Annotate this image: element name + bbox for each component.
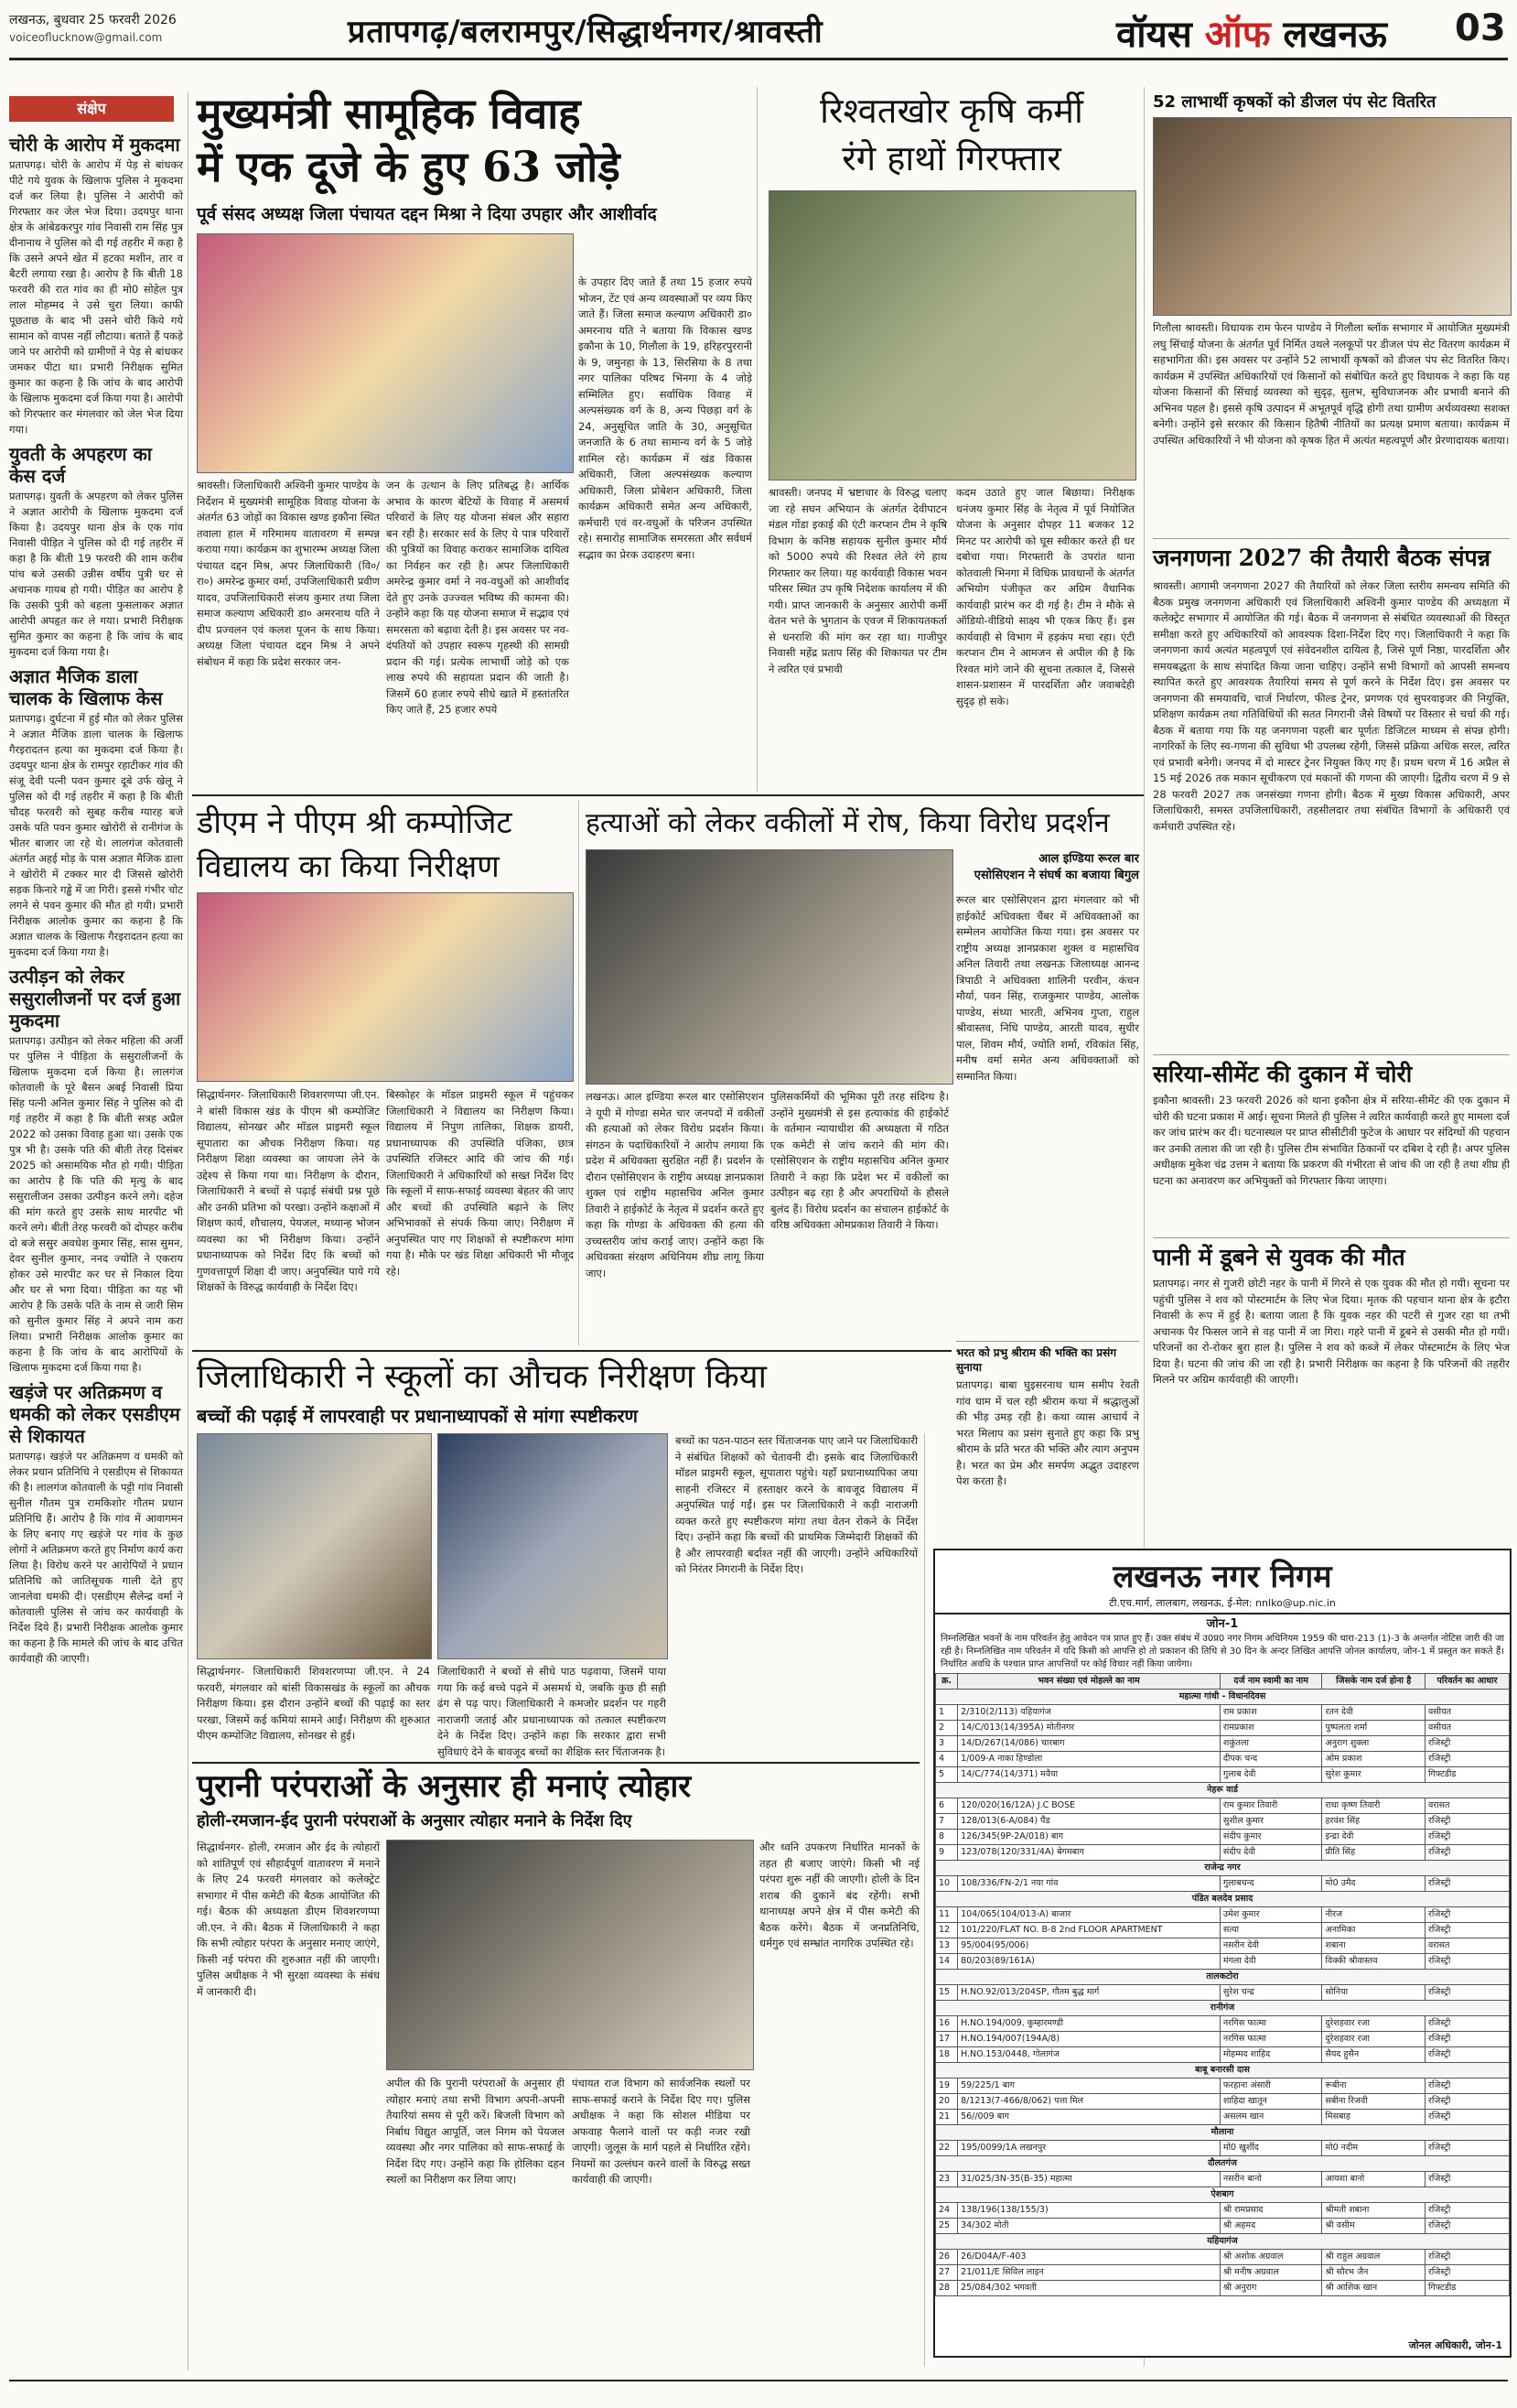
table-cell: 8	[936, 1830, 958, 1845]
notice-group-name: पंडित बलदेव प्रसाद	[936, 1892, 1510, 1907]
table-cell: 16	[936, 2016, 958, 2032]
table-cell: मोहम्मद शाहिद	[1220, 2047, 1322, 2063]
story2-body-col1: श्रावस्ती। जनपद में भ्रष्टाचार के विरुद्ध चलाए जा रहे सघन अभियान के अंतर्गत देवीपाटन मंडल गोंडा इकाई की एंटी करप्शन टीम ने कृषि विभाग के कनिष्ठ सहायक सुनील कुमार मौर्य को 5000 रुपये की रिश्वत लेते रंगे हाथ गिरफ्तार कर लिया। यह कार्यवाही विकास भवन परिसर स्थित उप कृषि निदेशक कार्यालय में की गयी। प्राप्त जानकारी के अनुसार आरोपी कर्मी वेतन भत्ते के भुगतान के एवज में शिकायतकर्ता से धनराशि की मांग कर रहा था। गाजीपुर निवासी महेंद्र प्रताप सिंह की शिकायत पर टीम ने त्वरित एवं प्रभावी	[769, 486, 947, 675]
table-cell: रजिस्ट्री	[1425, 1736, 1509, 1752]
table-cell: रजिस्ट्री	[1425, 2250, 1509, 2265]
table-cell: मो0 उमैद	[1322, 1876, 1426, 1892]
table-cell: 23	[936, 2172, 958, 2187]
table-row	[936, 1845, 1510, 1861]
notice-group-name: यहियागंज	[936, 2234, 1510, 2250]
table-row	[936, 1985, 1510, 2001]
table-cell: 24	[936, 2203, 958, 2219]
story3-headline: 52 लाभार्थी कृषकों को डीजल पंप सेट वितरित	[1153, 92, 1436, 112]
table-cell: सत्या	[1220, 1923, 1322, 1938]
table-cell: श्री सौरभ जैन	[1322, 2265, 1426, 2281]
table-cell: दुरेशहवार रजा	[1322, 2016, 1426, 2032]
story8-byline-line1: आल इण्डिया रूरल बार	[1038, 852, 1139, 866]
notice-group-name: बाबू बनारसी दास	[936, 2063, 1510, 2079]
table-cell: H.NO.92/013/204SP, गौतम बुद्ध मार्ग	[958, 1985, 1221, 2001]
notice-group-name: रानीगंज	[936, 2001, 1510, 2016]
story10-body-col1: सिद्धार्थनगर- जिलाधिकारी शिवशरणप्पा जी.एन. ने 24 फरवरी, मंगलवार को बांसी विकासखंड के स्कूलों का औचक निरीक्षण किया। इस दौरान उन्होंने बच्चों की पढ़ाई का स्तर परखा, जिसमें कई कमियां सामने आईं। निरीक्षण की शुरुआत पीएम कम्पोजिट विद्यालय, सोनखर से हुई।	[197, 1665, 430, 1742]
notice-group-row	[936, 2156, 1510, 2172]
story10-headline: जिलाधिकारी ने स्कूलों का औचक निरीक्षण किया	[197, 1358, 767, 1396]
table-cell: दुरेशहवार रजा	[1322, 2032, 1426, 2047]
col-header: जिसके नाम दर्ज होना है	[1322, 1674, 1426, 1690]
table-cell: श्री रामप्रसाद	[1220, 2203, 1322, 2219]
table-cell: श्री अहमद	[1220, 2219, 1322, 2234]
story7-body-col2: बिस्कोहर के मॉडल प्राइमरी स्कूल में पहुंचकर जिलाधिकारी ने विद्यालय का निरीक्षण किया। विद्यालय में निपुण तालिका, शिक्षक डायरी, प्रधानाध्यापक की उपस्थिति पंजिका, छात्र उपस्थिति रजिस्टर आदि की जांच की गई। जिलाधिकारी ने अधिकारियों को सख्त निर्देश दिए कि स्कूलों में साफ-सफाई व्यवस्था बेहतर की जाए और बच्चों की उपस्थिति बढ़ाने के लिए अभिभावकों से संपर्क किया जाए। निरीक्षण में अनुपस्थित पाए गए शिक्षकों से स्पष्टीकरण मांगा गया है। मौके पर खंड शिक्षा अधिकारी भी मौजूद रहे।	[386, 1088, 574, 1278]
table-cell: 80/203(89/161A)	[958, 1954, 1221, 1970]
table-cell: 25	[936, 2219, 958, 2234]
story3-body: गिलौला श्रावस्ती। विधायक राम फेरन पाण्डेय ने गिलौला ब्लॉक सभागार में आयोजित मुख्यमंत्री लघु सिंचाई योजना के अंतर्गत पूर्व निर्मित उथले नलकूपों पर डीजल पंप सेट वितरण कार्यक्रम में सहभागिता की। इस अवसर पर उन्होंने 52 लाभार्थी कृषकों को डीजल पंप सेट वितरित किए। कार्यक्रम में उपस्थित अधिकारियों एवं किसानों को संबोधित करते हुए विधायक ने कहा कि यह योजना किसानों की सिंचाई व्यवस्था को सुदृढ़, सुलभ, सुविधाजनक और प्रभावी बनाने की अभिनव पहल है। इससे कृषि उत्पादन में अभूतपूर्व वृद्धि होगी तथा ग्रामीण अर्थव्यवस्था सशक्त बनेगी। उन्होंने इसे सरकार की किसान हितैषी नीतियों का प्रत्यक्ष प्रमाण बताया। कार्यक्रम में उपस्थित अधिकारियों ने भी योजना को कृषक हित में अत्यंत महत्वपूर्ण और प्रेरणादायक बताया।	[1153, 321, 1510, 447]
briefs-column	[9, 128, 183, 1672]
story8-body-col2: पुलिसकर्मियों की भूमिका पूरी तरह संदिग्ध है। उन्होंने मुख्यमंत्री से इस हत्याकांड की हाईकोर्ट के वर्तमान न्यायाधीश की अध्यक्षता में गठित एक कमेटी से जांच कराने की मांग की। एसोसिएशन के राष्ट्रीय महासचिव अनिल कुमार तिवारी ने कहा कि प्रदेश भर में वकीलों का उत्पीड़न बढ़ रहा है और अपराधियों के हौसले बुलंद हैं। विरोध प्रदर्शन का संचालन हाईकोर्ट के वरिष्ठ अधिवक्ता ओमप्रकाश तिवारी ने किया।	[770, 1090, 949, 1231]
story9-body: प्रतापगढ़। बाबा घुइसरनाथ धाम समीप रेवती गांव धाम में चल रही श्रीराम कथा में श्रद्धालुओं की भीड़ उमड़ रही है। कथा व्यास आचार्य ने भरत मिलाप का प्रसंग सुनाते हुए कहा कि प्रभु श्रीराम के प्रति भरत की भक्ति और त्याग अनुपम है। भरत का प्रेम और समर्पण अद्भुत उदाहरण पेश करता है।	[956, 1378, 1139, 1487]
story1-photo-wedding	[197, 233, 574, 473]
story10-body-col2: जिलाधिकारी ने बच्चों से सीधे पाठ पढ़वाया, जिसमें पाया गया कि कई बच्चे पढ़ने में असमर्थ थे, जबकि कुछ ही सही ढंग से पढ़ पाए। जिलाधिकारी ने कमजोर प्रदर्शन पर गहरी नाराजगी जताई और प्रधानाध्यापक को तत्काल स्पष्टीकरण देने के निर्देश दिए। उन्होंने कहा कि सरकार द्वारा सभी सुविधाएं देने के बावजूद बच्चों का शैक्षिक स्तर चिंताजनक है।	[437, 1665, 666, 1758]
story11-body-col1: सिद्धार्थनगर- होली, रमजान और ईद के त्योहारों को शांतिपूर्ण एवं सौहार्दपूर्ण वातावरण में मनाने के लिए 24 फरवरी मंगलवार को कलेक्ट्रेट सभागार में पीस कमेटी की बैठक आयोजित की गई। बैठक की अध्यक्षता डीएम शिवशरणप्पा जी.एन. ने की। बैठक में जिलाधिकारी ने कहा कि सभी त्योहार परंपरा के अनुसार मनाए जाएंगे, किसी नई परंपरा की शुरुआत नहीं की जाएगी। पुलिस अधीक्षक ने भी सुरक्षा व्यवस्था के संबंध में जानकारी दी।	[197, 1841, 380, 1998]
table-cell: 26	[936, 2250, 958, 2265]
table-cell: 104/065(104/013-A) बाजार	[958, 1907, 1221, 1923]
page-number: 03	[1455, 7, 1506, 49]
table-cell: वरासत	[1425, 1798, 1509, 1814]
brief-headline: चोरी के आरोप में मुकदमा	[9, 134, 180, 156]
table-cell: मो0 नदीम	[1322, 2141, 1426, 2156]
table-cell: अनुराग शुक्ला	[1322, 1736, 1426, 1752]
table-cell: H.NO.153/0448, गोलागंज	[958, 2047, 1221, 2063]
table-cell: 128/013(6-A/084) पैंड	[958, 1814, 1221, 1830]
table-cell: गिफ्टडीड	[1425, 2281, 1509, 2296]
table-cell: 18	[936, 2047, 958, 2063]
column-rule	[578, 801, 579, 1345]
table-row	[936, 2250, 1510, 2265]
table-cell: मंगला देवी	[1220, 1954, 1322, 1970]
table-cell: 26/D04A/F-403	[958, 2250, 1221, 2265]
table-cell: 27	[936, 2265, 958, 2281]
story4-body: श्रावस्ती। आगामी जनगणना 2027 की तैयारियों को लेकर जिला स्तरीय समन्वय समिति की बैठक प्रमुख जनगणना अधिकारी एवं जिलाधिकारी अश्विनी कुमार पाण्डेय की अध्यक्षता में कलेक्ट्रेट सभागार में आयोजित की गई। बैठक में जनगणना से संबंधित व्यवस्थाओं की विस्तृत समीक्षा करते हुए अधिकारियों को आवश्यक दिशा-निर्देश दिए गए। जिलाधिकारी ने कहा कि जनगणना कार्य अत्यंत महत्वपूर्ण एवं संवेदनशील दायित्व है, जिसे पूर्ण निष्ठा, पारदर्शिता और समयबद्धता के साथ संपादित किया जाना चाहिए। उन्होंने सभी विभागों को आपसी समन्वय स्थापित करते हुए आवश्यक तैयारियां समय से पूर्ण करने के निर्देश दिए। इस अवसर पर जनगणना की समयावधि, चार्ज निर्धारण, फील्ड ट्रेनर, प्रगणक एवं सुपरवाइजर की नियुक्ति, प्रशिक्षण कार्यक्रम तथा गतिविधियों की सतत निगरानी जैसे विषयों पर विस्तार से चर्चा की गई। बैठक में बताया गया कि यह जनगणना पहली बार पूर्णतः डिजिटल माध्यम से संपन्न होगी। नागरिकों के लिए स्व-गणना की सुविधा भी उपलब्ध रहेगी, जिससे प्रक्रिया अधिक सरल, त्वरित एवं प्रभावी बनेगी। जनपद में दो मास्टर ट्रेनर नियुक्त किए गए हैं। प्रथम चरण में 16 अप्रैल से 15 मई 2026 तक मकान सूचीकरण एवं मकानों की गणना की जाएगी। द्वितीय चरण में 9 से 28 फरवरी 2027 तक जनसंख्या गणना होगी। बैठक में मुख्य विकास अधिकारी, अपर जिलाधिकारी, समस्त उपजिलाधिकारी, तहसीलदार तथा संबंधित विभागों के अधिकारी एवं कर्मचारी उपस्थित रहे।	[1153, 579, 1510, 833]
story2-headline-line1: रिश्वतखोर कृषि कर्मी	[820, 91, 1083, 131]
story6-body: प्रतापगढ़। नगर से गुजरी छोटी नहर के पानी में गिरने से एक युवक की मौत हो गयी। सूचना पर पहुंची पुलिस ने शव को पोस्टमार्टम के लिए भेज दिया। मृतक की पहचान थाना क्षेत्र के इटौरा निवासी के रूप में हुई है। बताया जाता है कि युवक नहर की पटरी से गुजर रहा था तभी अचानक पैर फिसल जाने से वह पानी में जा गिरा। गहरे पानी में डूबने से उसकी मौत हो गयी। परिजनों का रो-रोकर बुरा हाल है। पुलिस ने शव को कब्जे में लेकर पोस्टमार्टम के लिए भेज दिया है। घटना की जांच की जा रही है। प्रभारी निरीक्षक का कहना है कि परिजनों की तहरीर मिलने पर अग्रिम कार्यवाही की जाएगी।	[1153, 1277, 1510, 1386]
table-cell: 95/004(95/006)	[958, 1938, 1221, 1954]
table-cell: 195/0099/1A लखनपुर	[958, 2141, 1221, 2156]
table-cell: नरगिस फात्मा	[1220, 2032, 1322, 2047]
table-row	[936, 2219, 1510, 2234]
table-cell: 14/C/013(14/395A) मोतीनगर	[958, 1721, 1221, 1736]
story8-byline	[956, 851, 1139, 884]
table-cell: अनामिका	[1322, 1923, 1426, 1938]
story6-headline: पानी में डूबने से युवक की मौत	[1153, 1244, 1405, 1270]
column-rule	[757, 87, 758, 792]
table-row	[936, 1752, 1510, 1767]
table-cell: आयशा बानो	[1322, 2172, 1426, 2187]
table-cell: रजिस्ट्री	[1425, 2079, 1509, 2094]
table-cell: गुलाबचन्द	[1220, 1876, 1322, 1892]
story5-body: इकौना श्रावस्ती। 23 फरवरी 2026 को थाना इकौना क्षेत्र में सरिया-सीमेंट की एक दुकान में चोरी की घटना प्रकाश में आई। सूचना मिलते ही पुलिस ने त्वरित कार्यवाही करते हुए मामला दर्ज कर जांच प्रारंभ कर दी। घटनास्थल पर प्राप्त सीसीटीवी फुटेज के आधार पर संदिग्धों की पहचान कर उनकी तलाश की जा रही है। पुलिस टीम संभावित ठिकानों पर दबिश दे रही है। अपर पुलिस अधीक्षक मुकेश चंद्र उत्तम ने बताया कि प्रकरण की गंभीरता से जांच की जा रही है तथा शीघ्र ही घटना का अनावरण कर अभियुक्तों को गिरफ्तार किया जाएगा।	[1153, 1094, 1510, 1187]
table-cell: 5	[936, 1767, 958, 1783]
table-cell: शबाना	[1322, 1938, 1426, 1954]
table-cell: 20	[936, 2094, 958, 2110]
story7-headline-line2: विद्यालय का किया निरीक्षण	[197, 848, 500, 885]
story2-body-col2: कदम उठाते हुए जाल बिछाया। निरीक्षक धनंजय कुमार सिंह के नेतृत्व में पूर्व नियोजित योजना के अनुसार दोपहर 11 बजकर 12 मिनट पर आरोपी को घूस स्वीकार करते ही धर दबोचा गया। गिरफ्तारी के उपरांत थाना कोतवाली भिनगा में विधिक प्रावधानों के अंतर्गत अभियोग पंजीकृत कर अग्रिम वैधानिक कार्यवाही प्रारंभ कर दी गई है। टीम ने मौके से ऑडियो-वीडियो साक्ष्य भी एकत्र किए हैं। इस कार्यवाही से विभाग में हड़कंप मचा रहा। एंटी करप्शन टीम ने आमजन से अपील की है कि रिश्वत मांगे जाने की सूचना तत्काल दें, जिससे शासन-प्रशासन में पारदर्शिता और जवाबदेही सुदृढ़ हो सके।	[956, 486, 1135, 707]
table-cell: सुरेश चन्द्र	[1220, 1985, 1322, 2001]
notice-group-row	[936, 2125, 1510, 2141]
table-row	[936, 1876, 1510, 1892]
table-cell: 22	[936, 2141, 958, 2156]
table-cell: नरगिस फात्मा	[1220, 2016, 1322, 2032]
table-cell: रजिस्ट्री	[1425, 1752, 1509, 1767]
section-rule	[1153, 538, 1510, 539]
table-row	[936, 1767, 1510, 1783]
brief-text: प्रतापगढ़। चोरी के आरोप में पेड़ से बांधकर पीटे गये युवक के खिलाफ पुलिस ने मुकदमा दर्ज कर लिया है। पुलिस ने आरोपी को गिरफ्तार कर जेल भेज दिया। उदयपुर थाना क्षेत्र के आंबेडकरपुर गांव निवासी राम सिंह पुत्र दीनानाथ ने पुलिस को दी गई तहरीर में कहा है कि उसने अपने खेत में हटका मशीन, तार व बैटरी लगाया रखा है। आरोप है कि बीती 18 फरवरी की रात गांव का ही मो0 सोहेल पुत्र लाल मोहम्मद ने उसे चुरा लिया। काफी पूछताछ के बाद भी उसने चोरी किये गये सामान को वापस नहीं लौटाया। बताते हैं पकड़े जाने पर आरोपी को ग्रामीणों ने पेड़ से बांधकर जमकर पीटा था। प्रभारी निरीक्षक सुमित कुमार का कहना है कि जांच के बाद आरोपी के खिलाफ मुकदमा दर्ज किया गया है। आरोपी को गिरफ्तार कर मंगलवार को जेल भेज दिया गया।	[9, 158, 183, 436]
table-cell: 34/302 मोती	[958, 2219, 1221, 2234]
table-row	[936, 2141, 1510, 2156]
table-cell: 12	[936, 1923, 958, 1938]
brief-text: प्रतापगढ़। युवती के अपहरण को लेकर पुलिस ने अज्ञात आरोपी के खिलाफ मुकदमा दर्ज किया है। उदयपुर थाना क्षेत्र के एक गांव निवासी पीड़ित ने पुलिस को दी गई तहरीर में कहा है कि बीती 19 फरवरी की शाम करीब पांच बजे उसकी उन्नीस वर्षीय पुत्री घर से अचानक गायब हो गयी। पीड़ित का आरोप है कि उसकी पुत्री को बहला फुसलाकर अज्ञात आरोपी अपहृत कर ले गया। प्रभारी निरीक्षक सुमित कुमार का कहना है कि जांच के बाद मुकदमा दर्ज किया गया है।	[9, 490, 183, 658]
table-cell: गुलाब देवी	[1220, 1767, 1322, 1783]
col-header: परिवर्तन का आधार	[1425, 1674, 1509, 1690]
story7-headline-line1: डीएम ने पीएम श्री कम्पोजिट	[197, 804, 512, 841]
story11-body-col3: पंचायत राज विभाग को सार्वजनिक स्थलों पर साफ-सफाई कराने के निर्देश दिए गए। पुलिस अधीक्षक ने कहा कि सोशल मीडिया पर अफवाह फैलाने वालों पर कड़ी नजर रखी जाएगी। जुलूस के मार्ग पहले से निर्धारित रहेंगे। नियमों का उल्लंघन करने वालों के विरुद्ध सख्त कार्यवाही की जाएगी।	[572, 2077, 750, 2186]
notice-signature: जोनल अधिकारी, जोन-1	[1408, 2339, 1502, 2351]
table-row	[936, 1954, 1510, 1970]
story1-headline	[197, 87, 746, 193]
table-cell: 19	[936, 2079, 958, 2094]
col-header: भवन संख्या एवं मोहल्ले का नाम	[958, 1674, 1221, 1690]
brand-part-b: ऑफ	[1204, 13, 1271, 56]
table-cell: रजिस्ट्री	[1425, 2203, 1509, 2219]
table-cell: गिफ्टडीड	[1425, 1767, 1509, 1783]
story3-photo-pumps	[1153, 117, 1512, 316]
table-row	[936, 2032, 1510, 2047]
table-cell: रजिस्ट्री	[1425, 2016, 1509, 2032]
table-cell: श्री वसीम	[1322, 2219, 1426, 2234]
edition-sections: प्रतापगढ़/बलरामपुर/सिद्धार्थनगर/श्रावस्ती	[348, 14, 823, 50]
story1-headline-line2: में एक दूजे के हुए 63 जोड़े	[197, 142, 620, 191]
table-cell: रजिस्ट्री	[1425, 2094, 1509, 2110]
table-cell: 2/310(2/113) यहियागंज	[958, 1705, 1221, 1721]
table-cell: सोनिया	[1322, 1985, 1426, 2001]
story11-headline: पुरानी परंपराओं के अनुसार ही मनाएं त्योहार	[197, 1768, 692, 1805]
table-cell: विक्की श्रीवास्तव	[1322, 1954, 1426, 1970]
table-cell: रजिस्ट्री	[1425, 1814, 1509, 1830]
notice-table	[935, 1673, 1510, 2296]
section-rule	[192, 1762, 920, 1764]
story7-body-col1: सिद्धार्थनगर- जिलाधिकारी शिवशरणप्पा जी.एन. ने बांसी विकास खंड के पीएम श्री कम्पोजिट विद्यालय, सोनखर और मॉडल प्राइमरी स्कूल सूपातारा का औचक निरीक्षण किया। यह निरीक्षण शिक्षा व्यवस्था का जायजा लेने के उद्देश्य से किया गया था। निरीक्षण के दौरान, जिलाधिकारी ने बच्चों से पढ़ाई संबंधी प्रश्न पूछे और उनकी प्रतिभा को परखा। उन्होंने कक्षाओं में शिक्षण कार्य, शौचालय, पेयजल, मध्यान्ह भोजन व्यवस्था का भी निरीक्षण किया। उन्होंने प्रधानाध्यापक को निर्देश दिए कि बच्चों को गुणवत्तापूर्ण शिक्षा दी जाए। अनुपस्थित पाये गये शिक्षकों के विरुद्ध कार्यवाही के निर्देश दिए।	[197, 1088, 380, 1293]
section-rule	[192, 1350, 952, 1352]
table-cell: रजिस्ट्री	[1425, 1830, 1509, 1845]
table-cell: वसीयत	[1425, 1721, 1509, 1736]
table-cell: संदीप कुमार	[1220, 1830, 1322, 1845]
col-header: क्र.	[936, 1674, 958, 1690]
notice-group-name: तालकटोरा	[936, 1970, 1510, 1985]
table-cell: नीरज	[1322, 1907, 1426, 1923]
table-cell: राम कुमार तिवारी	[1220, 1798, 1322, 1814]
table-cell: रजिस्ट्री	[1425, 2219, 1509, 2234]
section-rule	[1153, 1237, 1510, 1238]
notice-group-row	[936, 1690, 1510, 1705]
table-cell: मो0 खुर्शीद	[1220, 2141, 1322, 2156]
table-cell: श्री राहुल अग्रवाल	[1322, 2250, 1426, 2265]
table-cell: 14/D/267(14/086) चारबाग	[958, 1736, 1221, 1752]
table-row	[936, 2203, 1510, 2219]
table-row	[936, 2079, 1510, 2094]
table-cell: उमेश कुमार	[1220, 1907, 1322, 1923]
table-cell: 4	[936, 1752, 958, 1767]
story10-subhead: बच्चों की पढ़ाई में लापरवाही पर प्रधानाध्यापकों से मांगा स्पष्टीकरण	[197, 1405, 638, 1427]
table-row	[936, 1721, 1510, 1736]
notice-zone: जोन-1	[1206, 1617, 1239, 1631]
masthead-email: voiceoflucknow@gmail.com	[9, 31, 163, 44]
table-cell: नसरीन बानो	[1220, 2172, 1322, 2187]
table-cell: रजिस्ट्री	[1425, 2047, 1509, 2063]
brand-logo	[1116, 7, 1387, 58]
table-cell: मिसबाह	[1322, 2110, 1426, 2125]
table-cell: राम प्रकाश	[1220, 1705, 1322, 1721]
table-row	[936, 1923, 1510, 1938]
story11-body-col2: अपील की कि पुरानी परंपराओं के अनुसार ही त्योहार मनाएं तथा सभी विभाग अपनी-अपनी तैयारियां समय से पूरी करें। बिजली विभाग को निर्बाध विद्युत आपूर्ति, जल निगम को पेयजल व्यवस्था और नगर पालिका को साफ-सफाई के निर्देश दिए गए। उन्होंने कहा कि होलिका दहन स्थलों का निरीक्षण कर लिया जाए।	[386, 2077, 565, 2186]
table-cell: 59/225/1 बाग	[958, 2079, 1221, 2094]
table-row	[936, 1814, 1510, 1830]
table-cell: फरहाना अंसारी	[1220, 2079, 1322, 2094]
table-cell: शाहिदा खातून	[1220, 2094, 1322, 2110]
table-cell: श्रीमती शबाना	[1322, 2203, 1426, 2219]
story1-body-col2: जन के उत्थान के लिए प्रतिबद्ध है। आर्थिक अभाव के कारण बेटियों के विवाह में असमर्थ परिवारों के लिए यह योजना संबल और सहारा बन रही है। सरकार सर्व के लिए ये पात्र परिवारों की पुत्रियों का विवाह कराकर सामाजिक दायित्व का निर्वहन कर रही है। अपर जिलाधिकारी अमरेन्द्र कुमार वर्मा ने नव-वधुओं को आशीर्वाद देते हुए उनके उज्ज्वल भविष्य की कामना की। उन्होंने कहा कि यह योजना समाज में सद्भाव एवं समरसता को बढ़ावा देती है। इस अवसर पर नव-दंपतियों को उपहार स्वरूप गृहस्थी की सामग्री प्रदान की गई। प्रत्येक लाभार्थी जोड़े को एक लाख रुपये की सहायता प्रदान की जाती है। जिसमें 60 हजार रुपये सीधे खाते में हस्तांतरित किए जाते हैं, 25 हजार रुपये	[386, 479, 569, 716]
table-row	[936, 1736, 1510, 1752]
table-cell: पुष्पलता शर्मा	[1322, 1721, 1426, 1736]
table-cell: श्री आशिक खान	[1322, 2281, 1426, 2296]
table-cell: प्रीति सिंह	[1322, 1845, 1426, 1861]
notice-group-row	[936, 2001, 1510, 2016]
table-cell: राधा कृष्ण तिवारी	[1322, 1798, 1426, 1814]
story10-photo-school	[437, 1433, 668, 1659]
table-cell: रजिस्ट्री	[1425, 1954, 1509, 1970]
col-header: दर्ज नाम स्वामी का नाम	[1220, 1674, 1322, 1690]
story8-body-col1: लखनऊ। आल इण्डिया रूरल बार एसोसिएशन ने यूपी में गोण्डा समेत चार जनपदों में वकीलों की हत्याओं को लेकर विरोध प्रदर्शन किया। संगठन के पदाधिकारियों ने आरोप लगाया कि प्रदेश में अधिवक्ता सुरक्षित नहीं हैं। प्रदर्शन के दौरान एसोसिएशन के राष्ट्रीय अध्यक्ष ज्ञानप्रकाश शुक्ल एवं राष्ट्रीय महासचिव अनिल कुमार तिवारी ने हाईकोर्ट के नेतृत्व में प्रदर्शन करते हुए कहा कि गोण्डा के अधिवक्ता की हत्या की उच्चस्तरीय जांच कराई जाए। उन्होंने कहा कि अधिवक्ता संरक्षण अधिनियम शीघ्र लागू किया जाए।	[586, 1090, 764, 1280]
table-cell: रजिस्ट्री	[1425, 1923, 1509, 1938]
table-cell: 56//009 बाग	[958, 2110, 1221, 2125]
notice-group-row	[936, 2063, 1510, 2079]
table-cell: ओम प्रकाश	[1322, 1752, 1426, 1767]
table-cell: 25/084/302 भगवती	[958, 2281, 1221, 2296]
story7-headline	[197, 801, 572, 889]
table-cell: श्री अशोक अग्रवाल	[1220, 2250, 1322, 2265]
table-cell: 6	[936, 1798, 958, 1814]
table-cell: रूबीना	[1322, 2079, 1426, 2094]
table-cell: 138/196(138/155/3)	[958, 2203, 1221, 2219]
table-cell: 14/C/774(14/371) मवैया	[958, 1767, 1221, 1783]
table-cell: रजिस्ट्री	[1425, 1876, 1509, 1892]
brief-text: प्रतापगढ़। खड़ंजे पर अतिक्रमण व धमकी को लेकर प्रधान प्रतिनिधि ने एसडीएम से शिकायत की है। लालगंज कोतवाली के पट्टी गांव निवासी सुनील गौतम पुत्र रामकिशोर गौतम प्रधान प्रतिनिधि हैं। आरोप है कि गांव में आवागमन के लिए बनाए गए खड़ंजे पर गांव के कुछ लोगों ने अतिक्रमण करते हुए निर्माण कार्य करा लिया है। विरोध करने पर आरोपियों ने प्रधान प्रतिनिधि को जातिसूचक गाली देते हुए जानलेवा धमकी दी। एसडीएम सैलेन्द्र वर्मा ने कोतवाली पुलिस से जांच कर कार्यवाही के निर्देश दिये हैं। प्रभारी निरीक्षक आलोक कुमार का कहना है कि मामले की जांच के बाद उचित कार्यवाही की जाएगी।	[9, 1450, 183, 1665]
table-cell: दीपक चन्द	[1220, 1752, 1322, 1767]
story11-photo-meeting	[386, 1840, 754, 2070]
story11-subhead: होली-रमजान-ईद पुरानी परंपराओं के अनुसार त्योहार मनाने के निर्देश दिए	[197, 1811, 632, 1830]
table-cell: 15	[936, 1985, 958, 2001]
municipal-notice	[933, 1549, 1512, 2358]
table-cell: नसरीन देवी	[1220, 1938, 1322, 1954]
table-cell: 8/1213(7-466/8/062) पत्ता मिल	[958, 2094, 1221, 2110]
story1-subhead: पूर्व संसद अध्यक्ष जिला पंचायत दद्दन मिश्रा ने दिया उपहार और आशीर्वाद	[197, 204, 657, 224]
notice-intro: निम्नलिखित भवनों के नाम परिवर्तन हेतु आवेदन पत्र प्राप्त हुए हैं। उक्त संबंध में उ0प्र0 नगर निगम अधिनियम 1959 की धारा-213 (1)-3 के अन्तर्गत नोटिस जारी की जा रही है। निम्नलिखित नाम परिवर्तन में यदि किसी को आपत्ति हो तो प्रकाशन की तिथि से 30 दिन के अन्दर लिखित आपत्ति जोनल कार्यालय, जोन-1 में प्रस्तुत कर सकते हैं। निर्धारित अवधि के पश्चात प्राप्त आपत्तियों पर कोई विचार नहीं किया जायेगा।	[941, 1634, 1504, 1669]
table-cell: रजिस्ट्री	[1425, 1907, 1509, 1923]
notice-group-row	[936, 1970, 1510, 1985]
table-cell: वसीयत	[1425, 1705, 1509, 1721]
table-cell: वरासत	[1425, 1938, 1509, 1954]
brief-headline: उत्पीड़न को लेकर ससुरालीजनों पर दर्ज हुआ मुकदमा	[9, 966, 181, 1031]
briefs-tab: संक्षेप	[9, 96, 174, 122]
notice-group-name: मौलाना	[936, 2125, 1510, 2141]
table-cell: 126/345(9P-2A/018) बाग	[958, 1830, 1221, 1845]
brand-part-a: वॉयस	[1116, 13, 1192, 56]
brief-text: प्रतापगढ़। उत्पीड़न को लेकर महिला की अर्जी पर पुलिस ने पीड़िता के ससुरालीजनों के खिलाफ मुकदमा दर्ज किया है। लालगंज कोतवाली के पूरे बैसन अबई निवासी प्रिया सिंह पत्नी अनिल कुमार सिंह ने पुलिस को दी गई तहरीर में कहा है कि बीती सत्रह अप्रैल 2022 को उसका विवाह हुआ था। उसके एक पुत्र भी है। उसके पति की बीती तेरह दिसंबर 2025 को असामयिक मौत हो गयी। पीड़िता का आरोप है कि पति की मृत्यु के बाद ससुरालीजन उसका उत्पीड़न करने लगे। दहेज की मांग करते हुए उसके साथ मारपीट भी करने लगे। बीती तेरह फरवरी को दोपहर करीब दो बजे ससुर अवधेश कुमार सिंह, सास सुमन, देवर सुनील कुमार, ननद ज्योति ने एकराय होकर उसे मारपीट कर घर से निकाल दिया और घर से भगा दिया। पीड़िता का यह भी आरोप है कि उसके पति के नाम से जारी सिम को सुनील कुमार सिंह ने अपने नाम करा लिया। प्रभारी निरीक्षक आलोक कुमार का कहना है कि जांच के बाद आरोपियों के खिलाफ मुकदमा दर्ज किया गया है।	[9, 1034, 183, 1374]
table-cell: रजिस्ट्री	[1425, 2141, 1509, 2156]
table-row	[936, 1830, 1510, 1845]
table-cell: 3	[936, 1736, 958, 1752]
story2-headline	[769, 87, 1135, 182]
table-cell: 123/078(120/331/4A) बेगमबाग	[958, 1845, 1221, 1861]
story11-body-col4: और ध्वनि उपकरण निर्धारित मानकों के तहत ही बजाए जाएंगे। किसी भी नई परंपरा शुरू नहीं की जाएगी। होली के दिन शराब की दुकानें बंद रहेंगी। सभी थानाध्यक्ष अपने क्षेत्र में पीस कमेटी की बैठक करेंगे। बैठक में जनप्रतिनिधि, धर्मगुरु एवं सम्भ्रांत नागरिक उपस्थित रहे।	[759, 1841, 920, 1949]
table-cell: 9	[936, 1845, 958, 1861]
table-cell: 17	[936, 2032, 958, 2047]
story1-headline-line1: मुख्यमंत्री सामूहिक विवाह	[197, 89, 581, 138]
table-cell: 108/336/FN-2/1 नया गांव	[958, 1876, 1221, 1892]
notice-group-row	[936, 2187, 1510, 2203]
table-cell: सबीना रिजवी	[1322, 2094, 1426, 2110]
section-rule	[192, 794, 1144, 796]
story1-body-col3: के उपहार दिए जाते हैं तथा 15 हजार रुपये भोजन, टेंट एवं अन्य व्यवस्थाओं पर व्यय किए जाते हैं। जिला समाज कल्याण अधिकारी डा० अमरनाथ यति ने बताया कि विकास खण्ड इकौना के 10, गिलौला के 19, हरिहरपुररानी के 9, जमुनहा के 13, सिरसिया के 8 तथा नगर पालिका परिषद भिनगा के 4 जोड़े सम्मिलित हुए। सर्वाधिक विवाह में अल्पसंख्यक वर्ग के 8, अन्य पिछड़ा वर्ग के 24, अनुसूचित जाति के 30, अनुसूचित जनजाति के 6 तथा सामान्य वर्ग के 5 जोड़े शामिल रहे। कार्यक्रम में खंड विकास अधिकारी, जिला अल्पसंख्यक कल्याण अधिकारी, जिला प्रोबेशन अधिकारी, जिला कार्यक्रम अधिकारी समेत अन्य अधिकारी, कर्मचारी एवं वर-वधुओं के परिजन उपस्थित रहे। समारोह सामाजिक समरसता और सर्वधर्म सद्भाव का प्रेरक उदाहरण बना।	[578, 275, 752, 561]
table-row	[936, 2047, 1510, 2063]
notice-address: टी.एच.मार्ग, लालबाग, लखनऊ, ई-मेल: nnlko@up.nic.in	[935, 1596, 1510, 1614]
table-row	[936, 2110, 1510, 2125]
table-row	[936, 2094, 1510, 2110]
story8-photo-protest	[586, 849, 953, 1085]
table-cell: रतन देवी	[1322, 1705, 1426, 1721]
story2-headline-line2: रंगे हाथों गिरफ्तार	[842, 138, 1061, 178]
notice-title: लखनऊ नगर निगम	[1113, 1559, 1332, 1595]
brief-headline: अज्ञात मैजिक डाला चालक के खिलाफ केस	[9, 665, 163, 709]
table-cell: रजिस्ट्री	[1425, 2032, 1509, 2047]
story10-body-col3: बच्चों का पठन-पाठन स्तर चिंताजनक पाए जाने पर जिलाधिकारी ने संबंधित शिक्षकों को चेतावनी दी। इसके बाद जिलाधिकारी मॉडल प्राइमरी स्कूल, सूपातारा पहुंचे। यहाँ प्रधानाध्यापिका जया साहनी रजिस्टर में हस्ताक्षर करने के बावजूद विद्यालय में अनुपस्थित पाई गईं। इस पर जिलाधिकारी ने कड़ी नाराजगी व्यक्त करते हुए स्पष्टीकरण मांगा तथा वेतन रोकने के निर्देश दिए। उन्होंने कहा कि बच्चों की प्राथमिक जिम्मेदारी शिक्षकों की है और लापरवाही बर्दाश्त नहीं की जाएगी। उन्होंने अधिकारियों को निरंतर निगरानी के निर्देश दिए।	[675, 1434, 918, 1575]
column-rule	[924, 1433, 925, 2367]
notice-group-name: राजेन्द्र नगर	[936, 1861, 1510, 1876]
table-cell: श्री मनीष अग्रवाल	[1220, 2265, 1322, 2281]
table-row	[936, 1938, 1510, 1954]
notice-group-name: दौलतगंज	[936, 2156, 1510, 2172]
table-cell: हरवंश सिंह	[1322, 1814, 1426, 1830]
notice-group-name: नेहरू वार्ड	[936, 1783, 1510, 1798]
table-cell: 13	[936, 1938, 958, 1954]
story9-byline: भरत को प्रभु श्रीराम की भक्ति का प्रसंग सुनाया	[956, 1346, 1116, 1374]
table-cell: रजिस्ट्री	[1425, 2265, 1509, 2281]
table-cell: सैयद हुसैन	[1322, 2047, 1426, 2063]
table-cell: संदीप देवी	[1220, 1845, 1322, 1861]
story4-headline: जनगणना 2027 की तैयारी बैठक संपन्न	[1153, 545, 1490, 571]
table-cell: 28	[936, 2281, 958, 2296]
notice-group-row	[936, 1783, 1510, 1798]
table-row	[936, 1907, 1510, 1923]
table-cell: 14	[936, 1954, 958, 1970]
story8-headline: हत्याओं को लेकर वकीलों में रोष, किया विरोध प्रदर्शन	[586, 807, 1110, 839]
brief-text: प्रतापगढ़। दुर्घटना में हुई मौत को लेकर पुलिस ने अज्ञात मैजिक डाला चालक के खिलाफ गैरइरादतन हत्या का मुकदमा दर्ज किया है। उदयपुर थाना क्षेत्र के रामपुर रहाटीकर गांव की संजू देवी पत्नी पवन कुमार दूबे उर्फ खेलू ने पुलिस को दी गई तहरीर में कहा है कि बीती चौदह फरवरी को सुबह करीब ग्यारह बजे उसके पति पवन कुमार खोरोरी से रानीगंज के भीतर बाजार जा रहे थे। लालगंज कोतवाली अंतर्गत अहई मोड़ के पास अज्ञात मैजिक डाला ने खोरोरी में टक्कर मार दी जिससे खोरोरी सड़क किनारे गड्ढे में जा गिरी। इससे गंभीर चोट लगने से पवन कुमार की मौत हो गयी। प्रभारी निरीक्षक आलोक कुमार का कहना है कि अज्ञात चालक के खिलाफ गैरइरादतन हत्या का मुकदमा दर्ज किया गया है।	[9, 712, 183, 958]
table-cell: शकुंतला	[1220, 1736, 1322, 1752]
table-cell: रजिस्ट्री	[1425, 2110, 1509, 2125]
table-cell: 21	[936, 2110, 958, 2125]
story5-headline: सरिया-सीमेंट की दुकान में चोरी	[1153, 1061, 1413, 1087]
brief-headline: खड़ंजे पर अतिक्रमण व धमकी को लेकर एसडीएम से शिकायत	[9, 1381, 180, 1447]
brand-part-c: लखनऊ	[1283, 13, 1387, 56]
table-cell: H.NO.194/007(194A/8)	[958, 2032, 1221, 2047]
table-cell: 11	[936, 1907, 958, 1923]
table-cell: 21/011/E सिविल लाइन	[958, 2265, 1221, 2281]
table-row	[936, 2172, 1510, 2187]
footer-rule	[9, 2380, 1508, 2381]
table-cell: 120/020(16/12A) J.C BOSE	[958, 1798, 1221, 1814]
story8-byline-line2: एसोसिएशन ने संघर्ष का बजाया बिगुल	[974, 869, 1139, 882]
table-row	[936, 2281, 1510, 2296]
notice-group-row	[936, 1892, 1510, 1907]
notice-group-row	[936, 2234, 1510, 2250]
story10-photo-dm	[197, 1433, 432, 1659]
section-rule	[956, 1341, 1139, 1342]
table-cell: सुरेश कुमार	[1322, 1767, 1426, 1783]
table-cell: असलम खान	[1220, 2110, 1322, 2125]
notice-group-name: ऐशबाग	[936, 2187, 1510, 2203]
story8-body-col3: रूरल बार एसोसिएशन द्वारा मंगलवार को भी हाईकोर्ट अधिवक्ता चैंबर में अधिवक्ताओं का सम्मेलन आयोजित किया गया। इस अवसर पर राष्ट्रीय अध्यक्ष ज्ञानप्रकाश शुक्ल व महासचिव अनिल तिवारी तथा लखनऊ जिलाध्यक्ष आनन्द त्रिपाठी ने अधिवक्ता शालिनी परवीन, कंचन मौर्या, पवन सिंह, राजकुमार पाण्डेय, आलोक पाण्डेय, संध्या भारती, अभिनव गुप्ता, राहुल श्रीवास्तव, निधि पाण्डेय, आरती यादव, सुधीर पाल, शिवम मौर्य, ज्योति शर्मा, रविकांत सिंह, मनीष वर्मा समेत अन्य अधिवक्ताओं को सम्मानित किया।	[956, 893, 1139, 1083]
table-cell: 2	[936, 1721, 958, 1736]
story2-photo-arrest	[769, 190, 1136, 481]
table-cell: 7	[936, 1814, 958, 1830]
notice-group-name: महात्मा गांधी - विधानदिवस	[936, 1690, 1510, 1705]
notice-table-header	[936, 1674, 1510, 1690]
table-cell: रजिस्ट्री	[1425, 1985, 1509, 2001]
table-cell: 1/009-A नाका हिण्डोला	[958, 1752, 1221, 1767]
table-row	[936, 1798, 1510, 1814]
table-cell: H.NO.194/009, कुम्हारमण्डी	[958, 2016, 1221, 2032]
table-cell: 1	[936, 1705, 958, 1721]
table-cell: सुशील कुमार	[1220, 1814, 1322, 1830]
table-row	[936, 1705, 1510, 1721]
dateline: लखनऊ, बुधवार 25 फरवरी 2026	[9, 13, 177, 27]
table-cell: 101/220/FLAT NO. B-8 2nd FLOOR APARTMENT	[958, 1923, 1221, 1938]
table-cell: रजिस्ट्री	[1425, 2172, 1509, 2187]
section-rule	[1153, 1054, 1510, 1055]
brief-headline: युवती के अपहरण का केस दर्ज	[9, 443, 152, 487]
notice-group-row	[936, 1861, 1510, 1876]
table-row	[936, 2016, 1510, 2032]
table-cell: रामप्रकाश	[1220, 1721, 1322, 1736]
table-cell: 31/025/3N-35(B-35) महात्मा	[958, 2172, 1221, 2187]
table-row	[936, 2265, 1510, 2281]
table-cell: 10	[936, 1876, 958, 1892]
table-cell: श्री अनुराग	[1220, 2281, 1322, 2296]
story1-body-col1: श्रावस्ती। जिलाधिकारी अश्विनी कुमार पाण्डेय के निर्देशन में मुख्यमंत्री सामूहिक विवाह योजना के अंतर्गत 63 जोड़ों का विकास खण्ड इकौना स्थित तवाला हाल में गरिमामय वातावरण में सम्पन्न कराया गया। कार्यक्रम का शुभारम्भ अध्यक्ष जिला पंचायत दद्दन मिश्र, अपर जिलाधिकारी (वि०/रा०) अमरेन्द्र कुमार वर्मा, उपजिलाधिकारी प्रवीण यादव, उपजिलाधिकारी संजय कुमार तथा जिला समाज कल्याण अधिकारी डा० अमरनाथ यति ने दीप प्रज्वलन एवं कलश पूजन के साथ किया। अध्यक्ष जिला पंचायत दद्दन मिश्र ने अपने संबोधन में कहा कि प्रदेश सरकार जन-	[197, 479, 381, 668]
story7-photo-classroom	[197, 892, 574, 1082]
table-cell: रजिस्ट्री	[1425, 1845, 1509, 1861]
table-cell: इन्द्रा देवी	[1322, 1830, 1426, 1845]
